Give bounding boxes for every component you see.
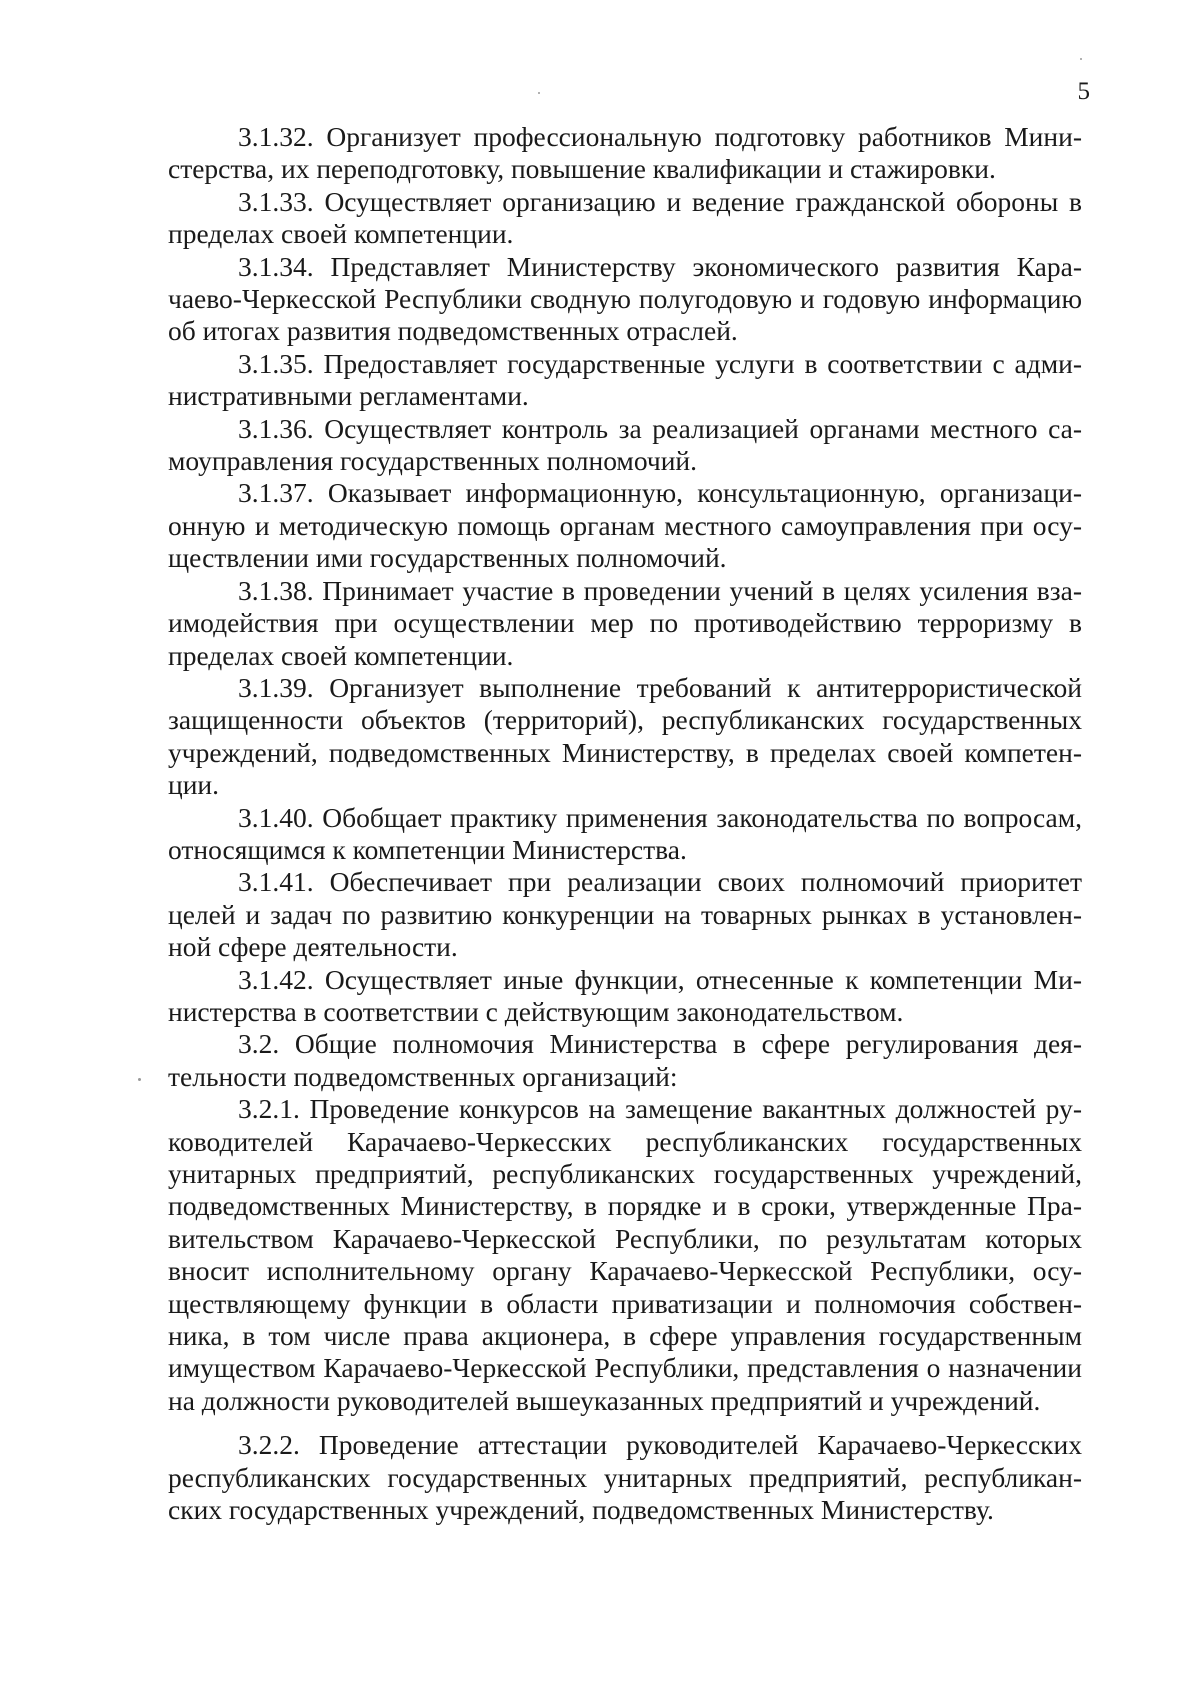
scan-speck (1080, 58, 1082, 60)
paragraph-3-1-33: 3.1.33. Осуществляет организацию и ведение гражданской обороны в пределах своей компетенции. (168, 185, 1082, 250)
paragraph-3-1-39: 3.1.39. Организует выполнение требований к антитеррористической защищенности объектов (территорий), республиканских государственных учреждений, подведомственных Министерству, в пределах своей компетенции. (168, 671, 1082, 801)
paragraph-3-1-42: 3.1.42. Осуществляет иные функции, отнесенные к компетенции Министерства в соответствии с действующим законодательством. (168, 963, 1082, 1027)
paragraph-3-1-40: 3.1.40. Обобщает практику применения законодательства по вопросам, относящимся к компетенции Министерства. (168, 801, 1082, 865)
paragraph-3-2: 3.2. Общие полномочия Министерства в сфере регулирования деятельности подведомственных организаций: (168, 1028, 1082, 1092)
scan-speck (138, 1078, 141, 1081)
paragraph-3-1-34: 3.1.34. Представляет Министерству экономического развития Карачаево-Черкесской Республики сводную полугодовую и годовую информацию об итогах развития подведомственных отраслей. (168, 250, 1082, 347)
document-body (168, 121, 1082, 1526)
paragraph-3-1-36: 3.1.36. Осуществляет контроль за реализацией органами местного самоуправления государственных полномочий. (168, 412, 1082, 477)
paragraph-3-1-35: 3.1.35. Предоставляет государственные услуги в соответствии с административными регламентами. (168, 347, 1082, 412)
paragraph-3-1-41: 3.1.41. Обеспечивает при реализации своих полномочий приоритет целей и задач по развитию конкуренции на товарных рынках в установленной сфере деятельности. (168, 866, 1082, 963)
paragraph-3-1-32: 3.1.32. Организует профессиональную подготовку работников Министерства, их переподготовку, повышение квалификации и стажировки. (168, 121, 1082, 185)
page-number: 5 (1077, 78, 1090, 105)
paragraph-3-2-2: 3.2.2. Проведение аттестации руководителей Карачаево-Черкесских республиканских государственных унитарных предприятий, республиканских государственных учреждений, подведомственных Министерству. (168, 1429, 1082, 1526)
paragraph-3-1-37: 3.1.37. Оказывает информационную, консультационную, организационную и методическую помощь органам местного самоуправления при осуществлении ими государственных полномочий. (168, 477, 1082, 574)
paragraph-3-2-1: 3.2.1. Проведение конкурсов на замещение вакантных должностей руководителей Карачаево-Черкесских республиканских государственных унитарных предприятий, республиканских государственных учреждений, подведомственных Министерству, в порядке и в сроки, утвержденные Правительством Карачаево-Черкесской Республики, по результатам которых вносит исполнительному органу Карачаево-Черкесской Республики, осуществляющему функции в области приватизации и полномочия собственника, в том числе права акционера, в сфере управления государственным имуществом Карачаево-Черкесской Республики, представления о назначении на должности руководителей вышеуказанных предприятий и учреждений. (168, 1093, 1082, 1416)
scan-speck (538, 92, 540, 94)
paragraph-3-1-38: 3.1.38. Принимает участие в проведении учений в целях усиления взаимодействия при осуществлении мер по противодействию терроризму в пределах своей компетенции. (168, 574, 1082, 671)
